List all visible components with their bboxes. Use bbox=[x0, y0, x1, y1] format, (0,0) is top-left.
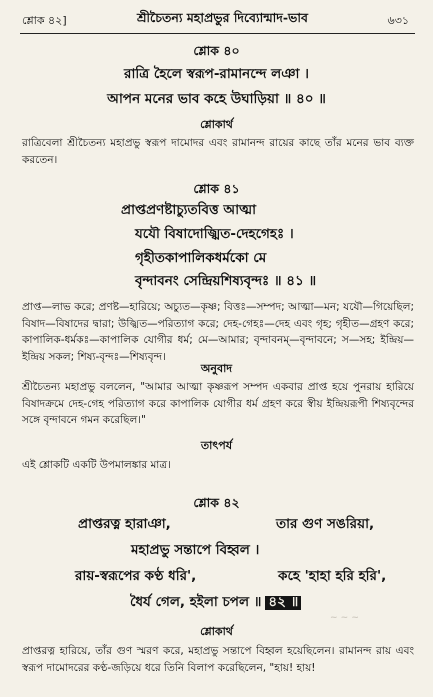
page-number: ৬৩১ bbox=[387, 14, 409, 27]
sloka-42-line-1a: প্রাপ্তরত্ন হারাঞা, bbox=[78, 516, 171, 532]
sloka-41-anubad: শ্রীচৈতন্য মহাপ্রভু বললেন, "আমার আত্মা কৃষ্ণরূপ সম্পদ একবার প্রাপ্ত হয়ে পুনরায় হারিয়ে বিষাদক্রমে দেহ-গেহ পরিত্যাগ করে কাপালিক যোগীর ধর্ম গ্রহণ করে স্বীয় ইন্দ্রিয়রূপী শিষ্যবৃন্দের সঙ্গে বৃন্দাবনে গমন করেছিল।" bbox=[22, 381, 414, 427]
sloka-41-tatparya: এই শ্লোকটি একটি উপমালঙ্কার মাত্র। bbox=[22, 459, 171, 471]
header-sloka-ref: শ্লোক ৪২] bbox=[22, 14, 67, 27]
sloka-41-tatparya-heading: তাৎপর্য bbox=[200, 439, 233, 452]
header-chapter-title: শ্রীচৈতন্য মহাপ্রভুর দিব্যোন্মাদ-ভাব bbox=[137, 10, 308, 25]
sloka-40-subheading: শ্লোকার্থ bbox=[200, 118, 233, 131]
sloka-42-line-3a: রায়-স্বরূপের কণ্ঠ ধরি', bbox=[75, 568, 197, 584]
sloka-42-line-2: মহাপ্রভু সন্তাপে বিহ্বল । bbox=[131, 542, 260, 558]
sloka-42-line-4 bbox=[130, 596, 301, 610]
sloka-40-line-2: আপন মনের ভাব কহে উঘাড়িয়া ॥ ৪০ ॥ bbox=[107, 91, 326, 107]
sloka-42-line-1b: তার গুণ সঙরিয়া, bbox=[276, 516, 375, 532]
sloka-41-line-2: যযৌ বিষাদোজ্ঝিত-দেহগেহঃ । bbox=[135, 226, 294, 242]
sloka-41-line-4: বৃন্দাবনং সেন্দ্রিয়শিষ্যবৃন্দঃ ॥ ৪১ ॥ bbox=[135, 273, 317, 289]
sloka-41-line-1: প্রাপ্তপ্রণষ্টাচ্যুতবিত্ত আত্মা bbox=[121, 202, 257, 218]
running-header bbox=[22, 10, 413, 30]
sloka-40-translation: রাত্রিবেলা শ্রীচৈতন্য মহাপ্রভু স্বরূপ দামোদর এবং রামানন্দ রায়ের কাছে তাঁর মনের ভাব ব্যক্ত করতেন। bbox=[22, 137, 414, 166]
sloka-42-translation: প্রাপ্তরত্ন হারিয়ে, তাঁর গুণ স্মরণ করে, মহাপ্রভু সন্তাপে বিহ্বল হয়েছিলেন। রামানন্দ রায় এবং স্বরূপ দামোদরের কণ্ঠ-জড়িয়ে ধরে তিনি বিলাপ করেছিলেন, "হায়! হায়! bbox=[22, 645, 414, 674]
sloka-41-heading: শ্লোক ৪১ bbox=[193, 181, 240, 196]
sloka-42-heading: শ্লোক ৪২ bbox=[193, 495, 240, 510]
sloka-40-line-1: রাত্রি হৈলে স্বরূপ-রামানন্দে লঞা । bbox=[124, 66, 309, 82]
show-through-smudge: ~ ~ ~ bbox=[330, 613, 359, 623]
sloka-41-line-3: গৃহীতকাপালিকধর্মকো মে bbox=[135, 250, 267, 266]
header-rule bbox=[20, 33, 415, 34]
sloka-42-subheading: শ্লোকার্থ bbox=[200, 625, 233, 638]
sloka-42-verse-number: ৪২ ॥ bbox=[265, 596, 301, 610]
sloka-40-heading: শ্লোক ৪০ bbox=[193, 43, 240, 58]
sloka-41-synonyms: প্রাপ্ত—লাভ করে; প্রণষ্ট—হারিয়ে; অচ্যুত—কৃষ্ণ; বিত্তঃ—সম্পদ; আত্মা—মন; যযৌ—গিয়েছিল; বিষাদ—বিষাদের দ্বারা; উজ্ঝিত—পরিত্যাগ করে; দেহ-গেহঃ—দেহ এবং গৃহ; গৃহীত—গ্রহণ করে; কাপালিক-ধর্মকঃ—কাপালিক যোগীর ধর্ম; মে—আমার; বৃন্দাবনম্—বৃন্দাবনে; স—সহ; ইন্দ্রিয়—ইন্দ্রিয় সকল; শিষ্য-বৃন্দঃ—শিষ্যবৃন্দ। bbox=[22, 301, 414, 363]
sloka-42-line-3b: কহে 'হাহা হরি হরি', bbox=[278, 568, 387, 584]
sloka-41-anubad-heading: অনুবাদ bbox=[200, 362, 233, 375]
sloka-42-line-4-text: ধৈর্য গেল, হইলা চপল ॥ bbox=[130, 594, 262, 610]
